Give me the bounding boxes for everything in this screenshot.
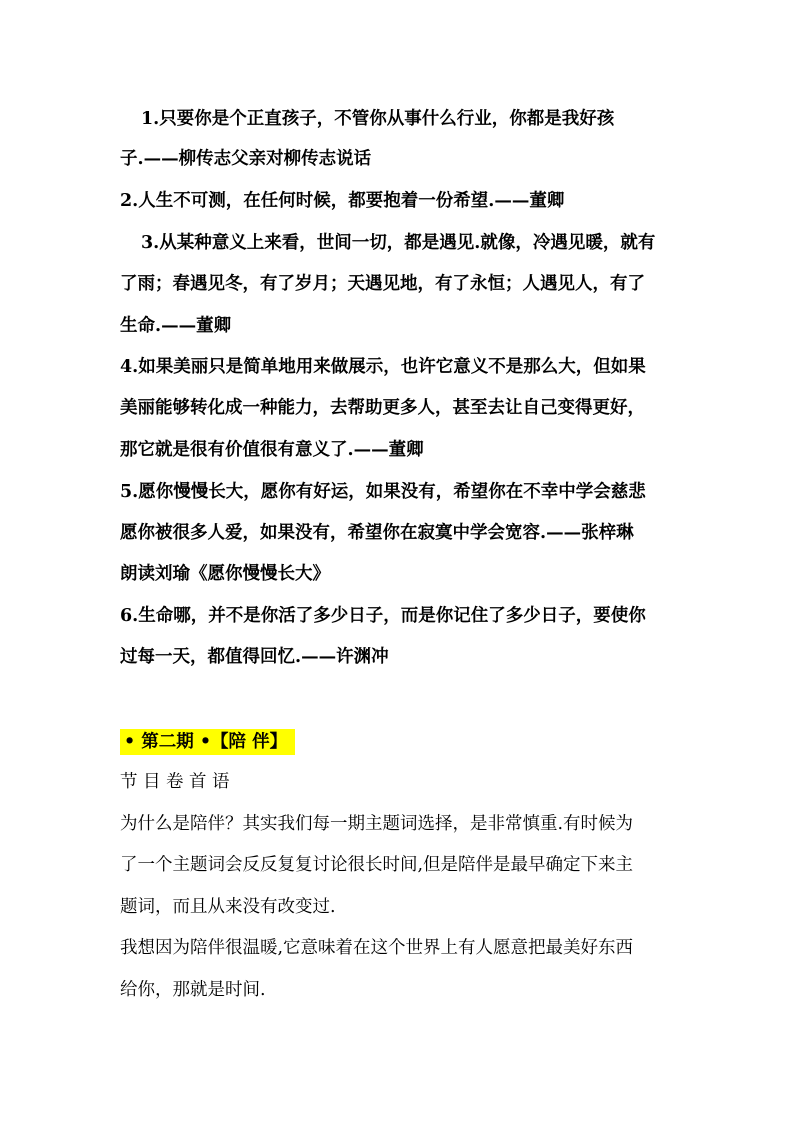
quote-6-line-2: 过每一天，都值得回忆.——许渊冲 <box>120 647 389 667</box>
quote-3-line-1: 3.从某种意义上来看，世间一切，都是遇见.就像，冷遇见暖，就有 <box>141 233 656 253</box>
quote-4-line-1: 4.如果美丽只是简单地用来做展示，也许它意义不是那么大，但如果 <box>120 357 646 377</box>
quote-4-line-3: 那它就是很有价值很有意义了.——董卿 <box>120 440 424 460</box>
quote-4-line-2: 美丽能够转化成一种能力，去帮助更多人，甚至去让自己变得更好， <box>120 398 645 418</box>
quote-5-line-1: 5.愿你慢慢长大，愿你有好运，如果没有，希望你在不幸中学会慈悲 <box>120 482 646 502</box>
quote-5-line-2: 愿你被很多人爱，如果没有，希望你在寂寞中学会宽容.——张梓琳 <box>120 523 634 543</box>
quote-3-line-2: 了雨；春遇见冬，有了岁月；天遇见地，有了永恒；人遇见人，有了 <box>120 274 645 294</box>
quote-5-line-3: 朗读刘瑜《愿你慢慢长大》 <box>120 564 330 584</box>
quote-2-line-1: 2.人生不可测，在任何时候，都要抱着一份希望.——董卿 <box>120 191 565 211</box>
paragraph-2-line-1: 我想因为陪伴很温暖,它意味着在这个世界上有人愿意把最美好东西 <box>120 938 634 958</box>
quote-3-line-3: 生命.——董卿 <box>120 316 232 336</box>
paragraph-1-line-1: 为什么是陪伴？其实我们每一期主题词选择，是非常慎重.有时候为 <box>120 814 634 834</box>
section-heading: • 第二期 •【陪 伴】 <box>120 729 295 755</box>
paragraph-2-line-2: 给你，那就是时间. <box>120 980 266 1000</box>
paragraph-1-line-2: 了一个主题词会反反复复讨论很长时间,但是陪伴是最早确定下来主 <box>120 855 634 875</box>
paragraph-1-line-3: 题词，而且从来没有改变过. <box>120 897 336 917</box>
quote-1-line-2: 子.——柳传志父亲对柳传志说话 <box>120 149 372 169</box>
quote-1-line-1: 1.只要你是个正直孩子，不管你从事什么行业，你都是我好孩 <box>141 109 615 129</box>
section-subtitle: 节目卷首语 <box>120 772 235 792</box>
quote-6-line-1: 6.生命哪，并不是你活了多少日子，而是你记住了多少日子，要使你 <box>120 606 646 626</box>
